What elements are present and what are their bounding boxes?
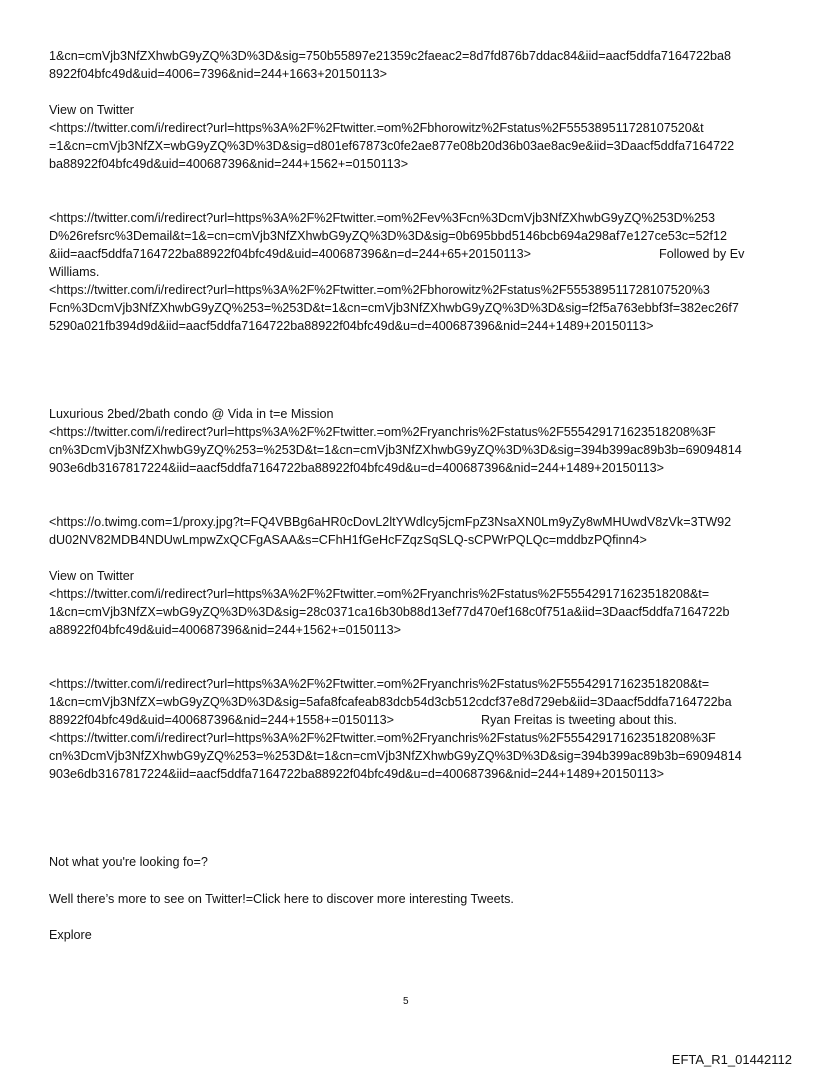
explore-link[interactable]: Explore [49,928,92,942]
url-line[interactable]: 903e6db3167817224&iid=aacf5ddfa7164722ba88922f04bfc49d&u=d=400687396&nid=244+1489+20150113> [49,461,665,475]
text-line: Not what you're looking fo=? [49,855,208,869]
url-line[interactable]: <https://twitter.com/i/redirect?url=https%3A%2F%2Ftwitter.=om%2Fryanchris%2Fstatus%2F555429171623518208&t= [49,677,710,691]
view-on-twitter-link[interactable]: View on Twitter [49,103,134,117]
url-line[interactable]: &iid=aacf5ddfa7164722ba88922f04bfc49d&uid=400687396&n=d=244+65+20150113> [49,247,531,261]
tweeting-about-text: Ryan Freitas is tweeting about this. [481,713,677,727]
discover-link[interactable]: Well there’s more to see on Twitter!=Click here to discover more interesting Tweets. [49,892,514,906]
footer-id: EFTA_R1_01442112 [671,1052,792,1067]
url-line[interactable]: <https://twitter.com/i/redirect?url=https%3A%2F%2Ftwitter.=om%2Fbhorowitz%2Fstatus%2F555389511728107520&t [49,121,704,135]
url-line[interactable]: cn%3DcmVjb3NfZXhwbG9yZQ%253=%253D&t=1&cn=cmVjb3NfZXhwbG9yZQ%3D%3D&sig=394b399ac89b3b=69094814 [49,749,742,763]
url-line[interactable]: 1&cn=cmVjb3NfZX=wbG9yZQ%3D%3D&sig=5afa8fcafeab83dcb54d3cb512cdcf37e8d729eb&iid=3Daacf5ddfa7164722ba [49,695,732,709]
image-url-line[interactable]: <https://o.twimg.com=1/proxy.jpg?t=FQ4VBBg6aHR0cDovL2ltYWdlcy5jcmFpZ3NsaXN0Lm9yZy8wMHUwdV8zVk=3TW92 [49,515,732,529]
url-line[interactable]: 1&cn=cmVjb3NfZX=wbG9yZQ%3D%3D&sig=28c0371ca16b30b88d13ef77d470ef168c0f751a&iid=3Daacf5ddfa7164722b [49,605,730,619]
page-number: 5 [403,996,409,1007]
text-line: 1&cn=cmVjb3NfZXhwbG9yZQ%3D%3D&sig=750b55897e21359c2faeac2=8d7fd876b7ddac84&iid=aacf5ddfa7164722ba8 [49,49,731,63]
view-on-twitter-link[interactable]: View on Twitter [49,569,134,583]
url-line[interactable]: <https://twitter.com/i/redirect?url=https%3A%2F%2Ftwitter.=om%2Fryanchris%2Fstatus%2F555429171623518208%3F [49,425,716,439]
url-line[interactable]: a88922f04bfc49d&uid=400687396&nid=244+1562+=0150113> [49,623,402,637]
url-line[interactable]: cn%3DcmVjb3NfZXhwbG9yZQ%253=%253D&t=1&cn=cmVjb3NfZXhwbG9yZQ%3D%3D&sig=394b399ac89b3b=69094814 [49,443,742,457]
text-line: Williams. [49,265,100,279]
url-line[interactable]: =1&cn=cmVjb3NfZX=wbG9yZQ%3D%3D&sig=d801ef67873c0fe2ae877e08b20d36b03ae8ac9e&iid=3Daacf5ddfa7164722 [49,139,735,153]
url-line[interactable]: ba88922f04bfc49d&uid=400687396&nid=244+1562+=0150113> [49,157,409,171]
followed-by-text: Followed by Ev [659,247,745,261]
url-line[interactable]: <https://twitter.com/i/redirect?url=https%3A%2F%2Ftwitter.=om%2Fev%3Fcn%3DcmVjb3NfZXhwbG9yZQ%253D%253 [49,211,715,225]
url-line[interactable]: 903e6db3167817224&iid=aacf5ddfa7164722ba88922f04bfc49d&u=d=400687396&nid=244+1489+20150113> [49,767,665,781]
url-line[interactable]: 88922f04bfc49d&uid=400687396&nid=244+1558+=0150113> [49,713,395,727]
tweet-text: Luxurious 2bed/2bath condo @ Vida in t=e Mission [49,407,334,421]
url-line[interactable]: <https://twitter.com/i/redirect?url=https%3A%2F%2Ftwitter.=om%2Fryanchris%2Fstatus%2F555429171623518208&t= [49,587,710,601]
url-line[interactable]: <https://twitter.com/i/redirect?url=https%3A%2F%2Ftwitter.=om%2Fryanchris%2Fstatus%2F555429171623518208%3F [49,731,716,745]
url-line[interactable]: D%26refsrc%3Demail&t=1&=cn=cmVjb3NfZXhwbG9yZQ%3D%3D&sig=0b695bbd5146bcb694a298af7e127ce53c=52f12 [49,229,728,243]
url-line[interactable]: <https://twitter.com/i/redirect?url=https%3A%2F%2Ftwitter.=om%2Fbhorowitz%2Fstatus%2F555389511728107520%3 [49,283,710,297]
image-url-line[interactable]: dU02NV82MDB4NDUwLmpwZxQCFgASAA&s=CFhH1fGeHcFZqzSqSLQ-sCPWrPQLQc=mddbzPQfinn4> [49,533,647,547]
url-line[interactable]: Fcn%3DcmVjb3NfZXhwbG9yZQ%253=%253D&t=1&cn=cmVjb3NfZXhwbG9yZQ%3D%3D&sig=f2f5a763ebbf3f=382ec26f7 [49,301,739,315]
text-line: 8922f04bfc49d&uid=4006=7396&nid=244+1663+20150113> [49,67,388,81]
url-line[interactable]: 5290a021fb394d9d&iid=aacf5ddfa7164722ba88922f04bfc49d&u=d=400687396&nid=244+1489+20150113> [49,319,654,333]
